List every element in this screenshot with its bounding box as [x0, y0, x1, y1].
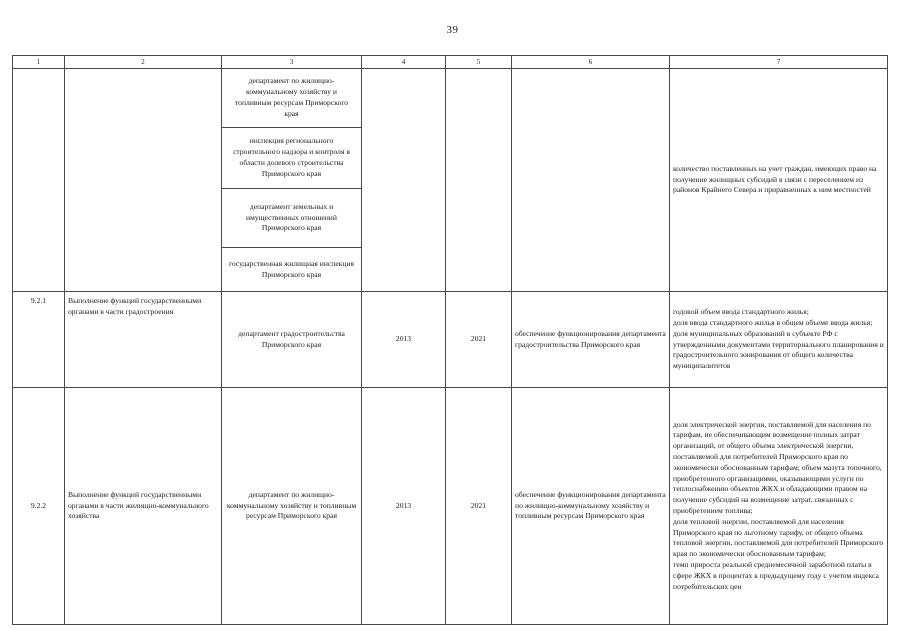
item-number-cell: 9.2.2 [13, 388, 65, 625]
column-number: 2 [65, 56, 222, 69]
result-cell: обеспечение функционирования департамента градостроительства Приморского края [512, 292, 670, 388]
end-year-cell: 2021 [446, 292, 512, 388]
executor-item [222, 128, 361, 189]
executor-cell: департамент по жилищно-коммунальному хозяйству и топливным ресурсам Приморского края [222, 388, 362, 625]
indicators-cell: доля электрической энергии, поставляемой для населения по тарифам, не обеспечивающим возмещение полных затрат организаций, от общего объема электрической энергии, поставляемой для потребителей Приморского края по экономически обоснованным тарифам; объем мазута топочного, приобретенного организациями, оказывающими услуги по теплоснабжению объектов ЖКХ и обладающими правом на получение субсидий на возмещение затрат, связанных с приобретением топлива; доля тепловой энергии, поставляемой для населения Приморского края по льготному тарифу, от общего объема тепловой энергии, поставляемой для потребителей Приморского края по экономически обоснованным тарифам; темп прироста реальной среднемесячной заработной платы в сфере ЖКХ в процентах к предыдущему году с учетом индекса потребительских цен [670, 388, 888, 625]
end-year-cell [446, 69, 512, 292]
column-number-row [13, 56, 888, 69]
result-cell: обеспечение функционирования департамента по жилищно-коммунальному хозяйству и топливным ресурсам Приморского края [512, 388, 670, 625]
executor-cell: департамент градостроительства Приморского края [222, 292, 362, 388]
start-year-cell: 2013 [362, 292, 446, 388]
item-number-cell: 9.2.1 [13, 292, 65, 388]
table-row [13, 388, 888, 625]
executors-cell [222, 69, 362, 292]
executor-item [222, 248, 361, 291]
column-number: 7 [670, 56, 888, 69]
item-number-cell [13, 69, 65, 292]
column-number: 3 [222, 56, 362, 69]
function-cell: Выполнение функций государственными органами в части градостроения [65, 292, 222, 388]
column-number: 4 [362, 56, 446, 69]
indicators-cell: годовой объем ввода стандартного жилья; доля ввода стандартного жилья в общем объеме ввода жилья; доля муниципальных образований в субъекте РФ с утвержденными документами территориального планирования и градостроительного зонирования от общего количества муниципалитетов [670, 292, 888, 388]
end-year-cell: 2021 [446, 388, 512, 625]
function-cell [65, 69, 222, 292]
table-row [13, 292, 888, 388]
executor-text: департамент по жилищно-коммунальному хозяйству и топливным ресурсам Приморского края [234, 76, 349, 118]
column-number: 6 [512, 56, 670, 69]
executor-text: инспекция регионального строительного надзора и контроля в области долевого строительства Приморского края [233, 136, 350, 178]
function-cell: Выполнение функций государственными органами в части жилищно-коммунального хозяйства [65, 388, 222, 625]
executor-item [222, 189, 361, 248]
start-year-cell [362, 69, 446, 292]
executor-text: государственная жилищная инспекция Приморского края [228, 258, 355, 279]
start-year-cell: 2013 [362, 388, 446, 625]
executor-item [222, 69, 361, 128]
indicators-cell: количество поставленных на учет граждан, имеющих право на получение жилищных субсидий в связи с переселением из районов Крайнего Севера и приравненных к ним местностей [670, 69, 888, 292]
table-row [13, 69, 888, 292]
column-number: 1 [13, 56, 65, 69]
executor-text: департамент земельных и имущественных отношений Приморского края [246, 201, 337, 233]
program-table [12, 55, 888, 625]
column-number: 5 [446, 56, 512, 69]
page-number: 39 [446, 24, 459, 36]
result-cell [512, 69, 670, 292]
